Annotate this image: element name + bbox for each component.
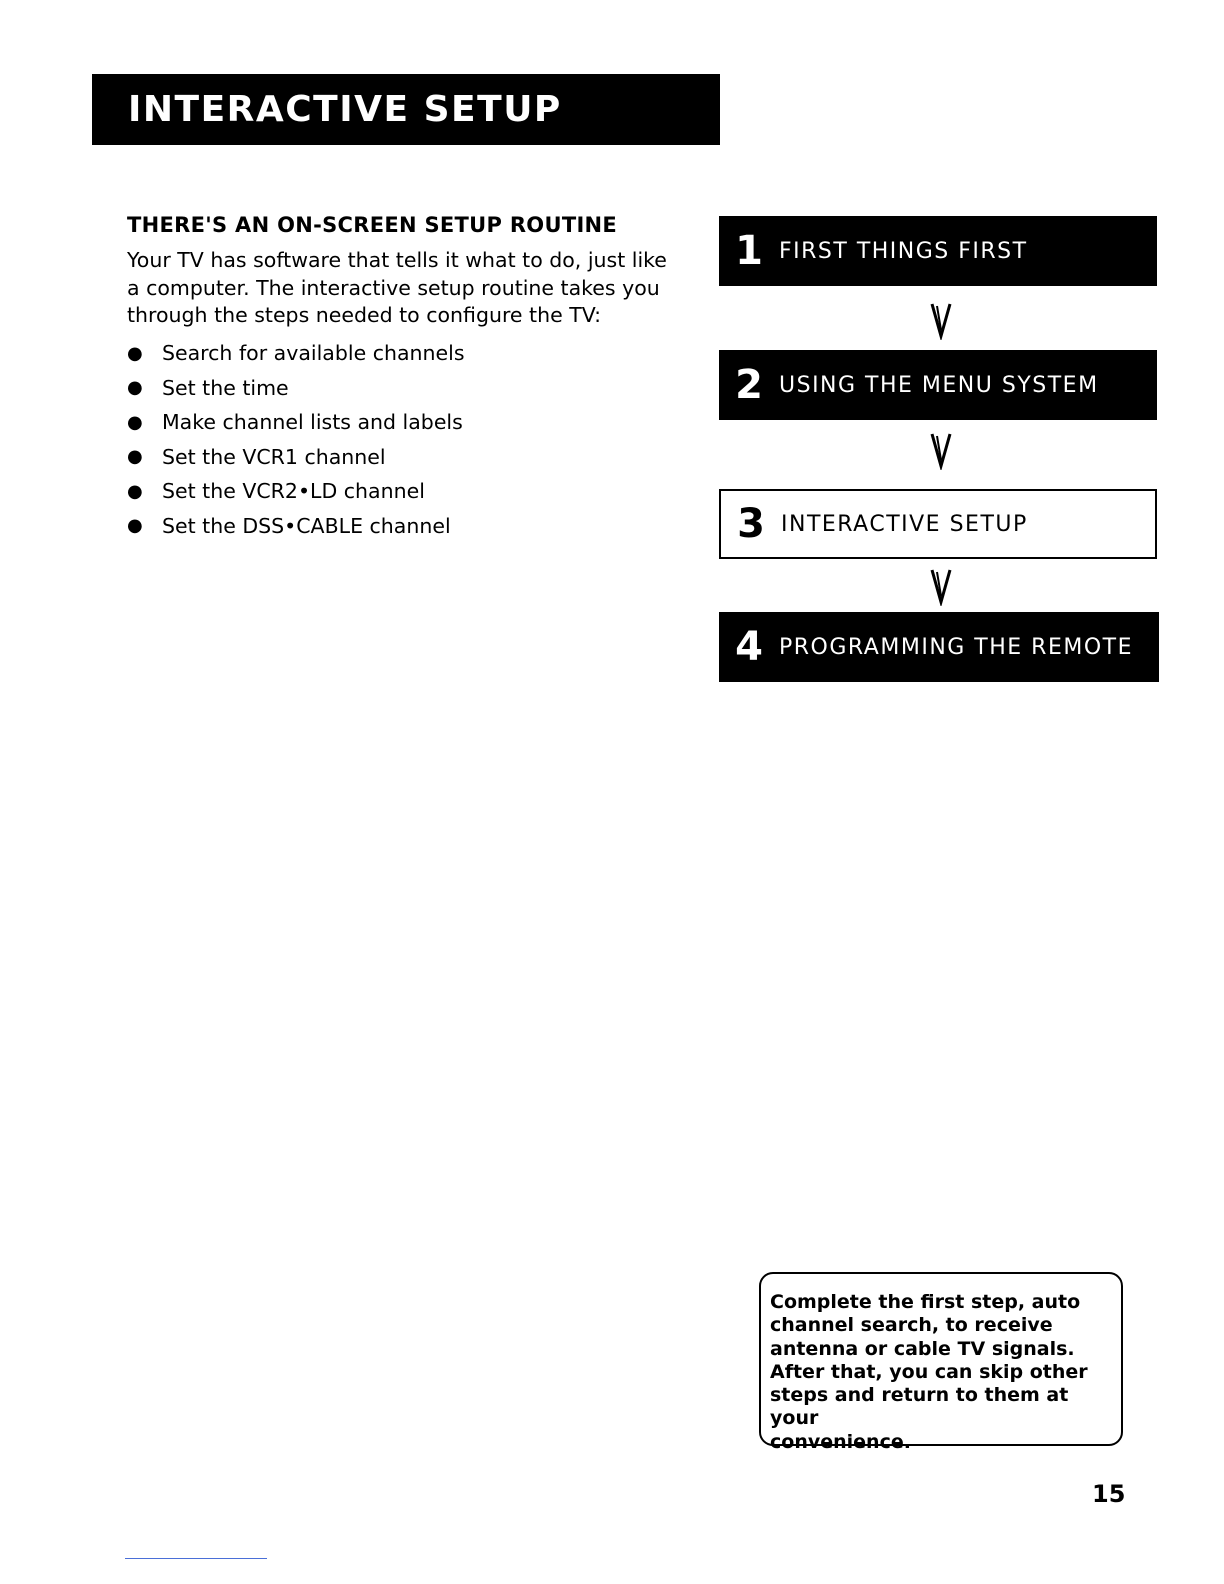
- bullet-icon: ●: [127, 480, 143, 502]
- bullet-icon: ●: [127, 411, 143, 433]
- step-number: 2: [735, 362, 763, 408]
- tip-callout: [759, 1272, 1123, 1453]
- note-line: Complete the first step, auto: [770, 1291, 1081, 1313]
- step-label: INTERACTIVE SETUP: [781, 511, 1028, 537]
- intro-line: a computer. The interactive setup routine takes you: [127, 275, 660, 300]
- note-line: antenna or cable TV signals.: [770, 1337, 1075, 1360]
- intro-paragraph: [127, 247, 707, 330]
- step-number: 1: [735, 228, 763, 274]
- page-number: 15: [1092, 1480, 1126, 1508]
- note-line: After that, you can skip other: [770, 1360, 1088, 1383]
- list-item: ● Set the VCR2•LD channel: [127, 479, 425, 504]
- list-item: ● Set the time: [127, 375, 289, 400]
- setup-task-list: [127, 336, 465, 543]
- list-item: ● Search for available channels: [127, 341, 465, 366]
- step-1-box: [719, 216, 1157, 286]
- down-arrow-icon: [929, 300, 953, 340]
- list-item: ● Make channel lists and labels: [127, 410, 463, 435]
- section-heading: THERE'S AN ON-SCREEN SETUP ROUTINE: [127, 213, 618, 237]
- step-2-box: [719, 350, 1157, 420]
- bullet-icon: ●: [127, 342, 143, 364]
- step-number: 3: [737, 501, 765, 547]
- note-line: convenience.: [770, 1430, 911, 1453]
- bullet-icon: ●: [127, 515, 143, 537]
- step-3-box: [719, 489, 1157, 559]
- step-number: 4: [735, 624, 763, 670]
- list-item: ● Set the VCR1 channel: [127, 444, 386, 469]
- footer-divider: [125, 1558, 267, 1559]
- note-line: steps and return to them at your: [770, 1384, 1069, 1430]
- bullet-icon: ●: [127, 446, 143, 468]
- intro-line: through the steps needed to configure the TV:: [127, 303, 602, 327]
- down-arrow-icon: [929, 566, 953, 606]
- step-label: FIRST THINGS FIRST: [779, 238, 1028, 264]
- note-line: channel search, to receive: [770, 1314, 1053, 1337]
- page-banner: [92, 74, 720, 145]
- step-4-box: [719, 612, 1159, 682]
- bullet-icon: ●: [127, 377, 143, 399]
- down-arrow-icon: [929, 430, 953, 470]
- step-label: PROGRAMMING THE REMOTE: [779, 634, 1134, 660]
- step-label: USING THE MENU SYSTEM: [779, 372, 1099, 398]
- list-item: ● Set the DSS•CABLE channel: [127, 513, 451, 538]
- banner-title: INTERACTIVE SETUP: [128, 89, 562, 130]
- intro-line: Your TV has software that tells it what to do, just like: [127, 248, 667, 272]
